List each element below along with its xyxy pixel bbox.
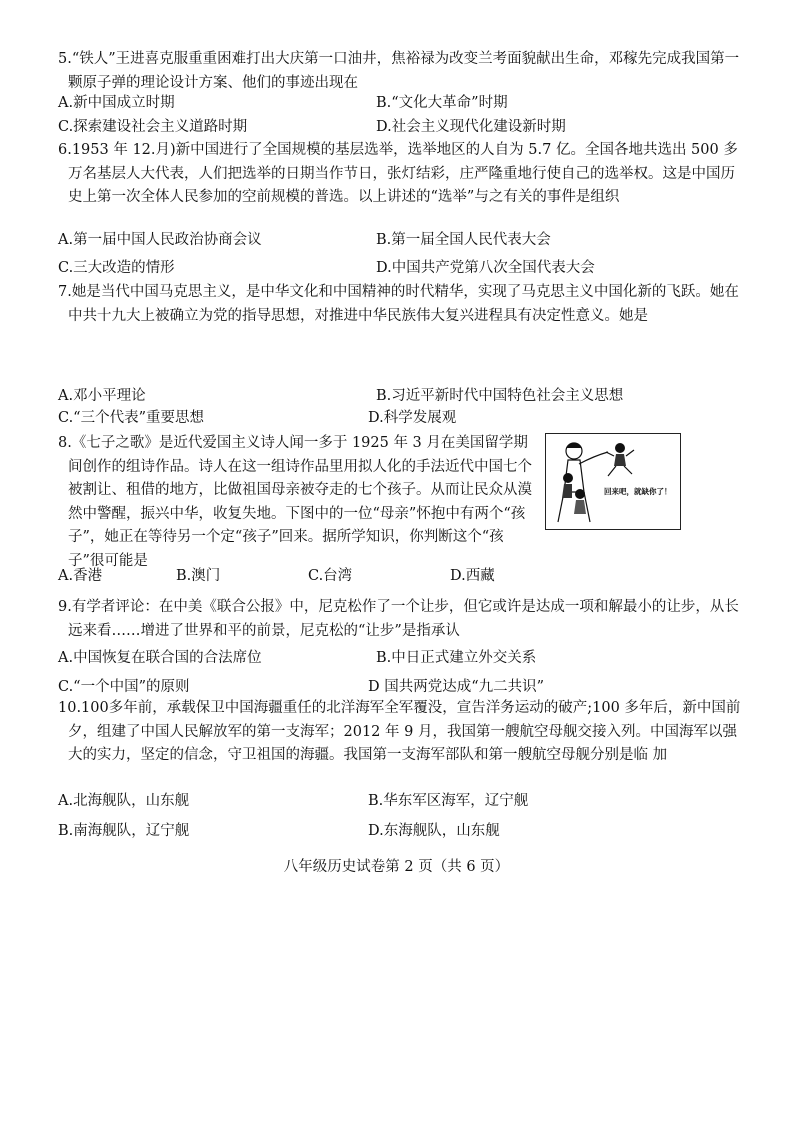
option-a: A.北海舰队，山东舰 <box>58 793 190 809</box>
option-d: D.中国共产党第八次全国代表大会 <box>376 260 595 276</box>
question-stem: 8.《七子之歌》是近代爱国主义诗人闻一多于 1925 年 3 月在美国留学期间创作的组诗作品。诗人在这一组诗作品里用拟人化的手法近代中国七个被割让、租借的地方，比做祖国母亲被夺走的七个孩子。从而让民众从漠然中警醒，振兴中华，收复失地。下图中的一位“母亲”怀抱中有两个“孩子”，她正在等待另一个定“孩子”回来。据所学知识，你判断这个“孩子”很可能是 <box>58 435 532 569</box>
seven-sons-illustration <box>545 433 681 530</box>
option-d: D.科学发展观 <box>368 410 457 426</box>
question-stem: 5.“铁人”王进喜克服重重困难打出大庆第一口油井，焦裕禄为改变兰考面貌献出生命，邓稼先完成我国第一颗原子弹的理论设计方案、他们的事迹出现在 <box>58 51 740 91</box>
option-a: A.香港 <box>58 568 103 584</box>
question-stem: 6.1953 年 12.月)新中国进行了全国规模的基层选举，选举地区的人自为 5.7 亿。全国各地共选出 500 多万名基层人大代表，人们把选举的日期当作节日，张灯结彩，庄严隆重地行使自己的选举权。这是中国历史上第一次全体人民参加的空前规模的普选。以上讲述的“选举”与之有关的事件是组织 <box>58 142 738 205</box>
option-a: A.第一届中国人民政治协商会议 <box>58 232 262 248</box>
question-10 <box>58 697 748 768</box>
option-b: B.中日正式建立外交关系 <box>376 650 537 666</box>
option-d: D.西藏 <box>450 568 495 584</box>
option-c: C.“一个中国”的原则 <box>58 679 190 695</box>
option-a: A.中国恢复在联合国的合法席位 <box>58 650 262 666</box>
question-5 <box>58 48 748 95</box>
question-6 <box>58 139 748 210</box>
option-c: C.台湾 <box>308 568 353 584</box>
option-c: C.探索建设社会主义道路时期 <box>58 119 248 135</box>
question-stem: 9.有学者评论：在中美《联合公报》中，尼克松作了一个让步，但它或许是达成一项和解最小的让步，从长远来看……增进了世界和平的前景，尼克松的“让步”是指承认 <box>58 599 739 639</box>
question-stem: 10.100多年前，承载保卫中国海疆重任的北洋海军全军覆没，宣告洋务运动的破产;100 多年后，新中国前夕，组建了中国人民解放军的第一支海军；2012 年 9 月，我国第一艘航空母舰交接入列。中国海军以强大的实力，坚定的信念，守卫祖国的海疆。我国第一支海军部队和第一艘航空母舰分别是临 加 <box>58 700 741 763</box>
question-8 <box>58 432 533 573</box>
question-stem: 7.她是当代中国马克思主义，是中华文化和中国精神的时代精华，实现了马克思主义中国化新的飞跃。她在中共十九大上被确立为党的指导思想，对推进中华民族伟大复兴进程具有决定性意义。她是 <box>58 284 739 324</box>
option-d: D.社会主义现代化建设新时期 <box>376 119 566 135</box>
option-b-repeat: B.南海舰队，辽宁舰 <box>58 823 190 839</box>
page-footer: 八年级历史试卷第 2 页（共 6 页） <box>283 859 510 875</box>
option-d: D.东海舰队，山东舰 <box>368 823 500 839</box>
option-b: B.“文化大革命”时期 <box>376 95 508 111</box>
option-b: B.澳门 <box>176 568 221 584</box>
question-9 <box>58 596 748 643</box>
option-d: D 国共两党达成“九二共识” <box>368 679 545 695</box>
question-7 <box>58 281 748 328</box>
option-c: C.“三个代表”重要思想 <box>58 410 205 426</box>
option-b: B.习近平新时代中国特色社会主义思想 <box>376 388 624 404</box>
option-b: B.华东军区海军，辽宁舰 <box>368 793 529 809</box>
option-a: A.邓小平理论 <box>58 388 146 404</box>
option-b: B.第一届全国人民代表大会 <box>376 232 551 248</box>
option-a: A.新中国成立时期 <box>58 95 175 111</box>
mother-children-drawing <box>546 434 680 529</box>
illustration-caption: 回来吧，就缺你了！ <box>604 487 672 496</box>
option-c: C.三大改造的情形 <box>58 260 175 276</box>
